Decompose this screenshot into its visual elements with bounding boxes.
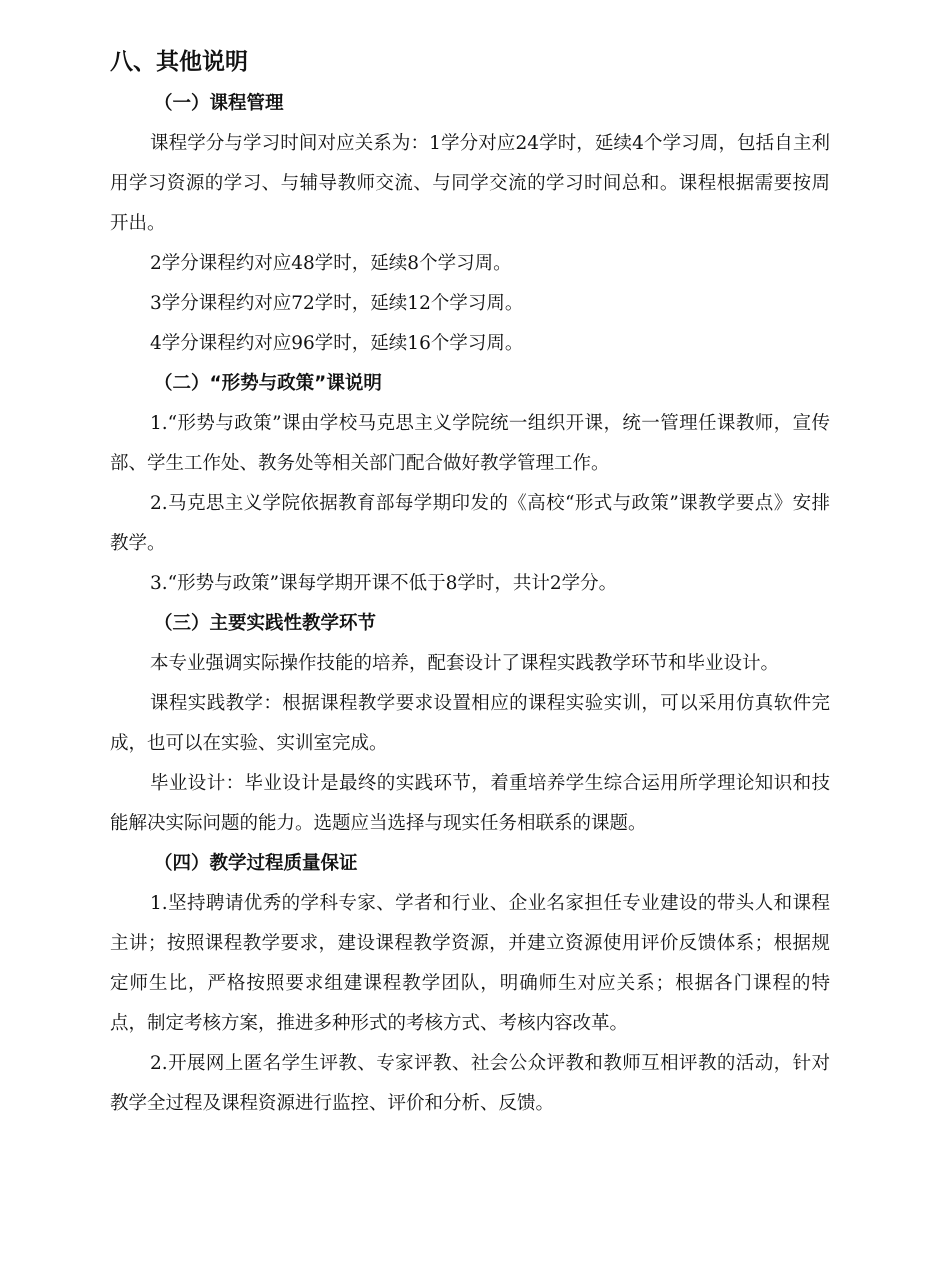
- heading-course-management: （一）课程管理: [154, 93, 284, 114]
- paragraph-graduation-design: 毕业设计：毕业设计是最终的实践环节，着重培养学生综合运用所学理论知识和技能解决实际问题的能力。选题应当选择与现实任务相联系的课题。: [110, 773, 830, 834]
- paragraph-2-credit: 2学分课程约对应48学时，延续8个学习周。: [150, 253, 512, 274]
- paragraph-practice-intro: 本专业强调实际操作技能的培养，配套设计了课程实践教学环节和毕业设计。: [150, 653, 780, 674]
- paragraph-quality-1: 1.坚持聘请优秀的学科专家、学者和行业、企业名家担任专业建设的带头人和课程主讲；按照课程教学要求，建设课程教学资源，并建立资源使用评价反馈体系；根据规定师生比，严格按照要求组建课程教学团队，明确师生对应关系；根据各门课程的特点，制定考核方案，推进多种形式的考核方式、考核内容改革。: [110, 893, 830, 1034]
- heading-practice-links: （三）主要实践性教学环节: [154, 613, 377, 634]
- section-title: 八、其他说明: [110, 49, 248, 75]
- paragraph-credit-hours: 课程学分与学习时间对应关系为：1学分对应24学时，延续4个学习周，包括自主利用学习资源的学习、与辅导教师交流、与同学交流的学习时间总和。课程根据需要按周开出。: [110, 133, 830, 234]
- paragraph-policy-3: 3.“形势与政策”课每学期开课不低于8学时，共计2学分。: [150, 573, 618, 594]
- paragraph-course-practice: 课程实践教学：根据课程教学要求设置相应的课程实验实训，可以采用仿真软件完成，也可以在实验、实训室完成。: [110, 693, 830, 754]
- paragraph-4-credit: 4学分课程约对应96学时，延续16个学习周。: [150, 333, 524, 354]
- paragraph-policy-2: 2.马克思主义学院依据教育部每学期印发的《高校“形式与政策”课教学要点》安排教学。: [110, 493, 830, 554]
- paragraph-policy-1: 1.“形势与政策”课由学校马克思主义学院统一组织开课，统一管理任课教师，宣传部、学生工作处、教务处等相关部门配合做好教学管理工作。: [110, 413, 830, 474]
- heading-quality-assurance: （四）教学过程质量保证: [154, 853, 358, 874]
- paragraph-quality-2: 2.开展网上匿名学生评教、专家评教、社会公众评教和教师互相评教的活动，针对教学全过程及课程资源进行监控、评价和分析、反馈。: [110, 1053, 830, 1114]
- paragraph-3-credit: 3学分课程约对应72学时，延续12个学习周。: [150, 293, 524, 314]
- heading-situation-policy: （二）“形势与政策”课说明: [154, 373, 382, 394]
